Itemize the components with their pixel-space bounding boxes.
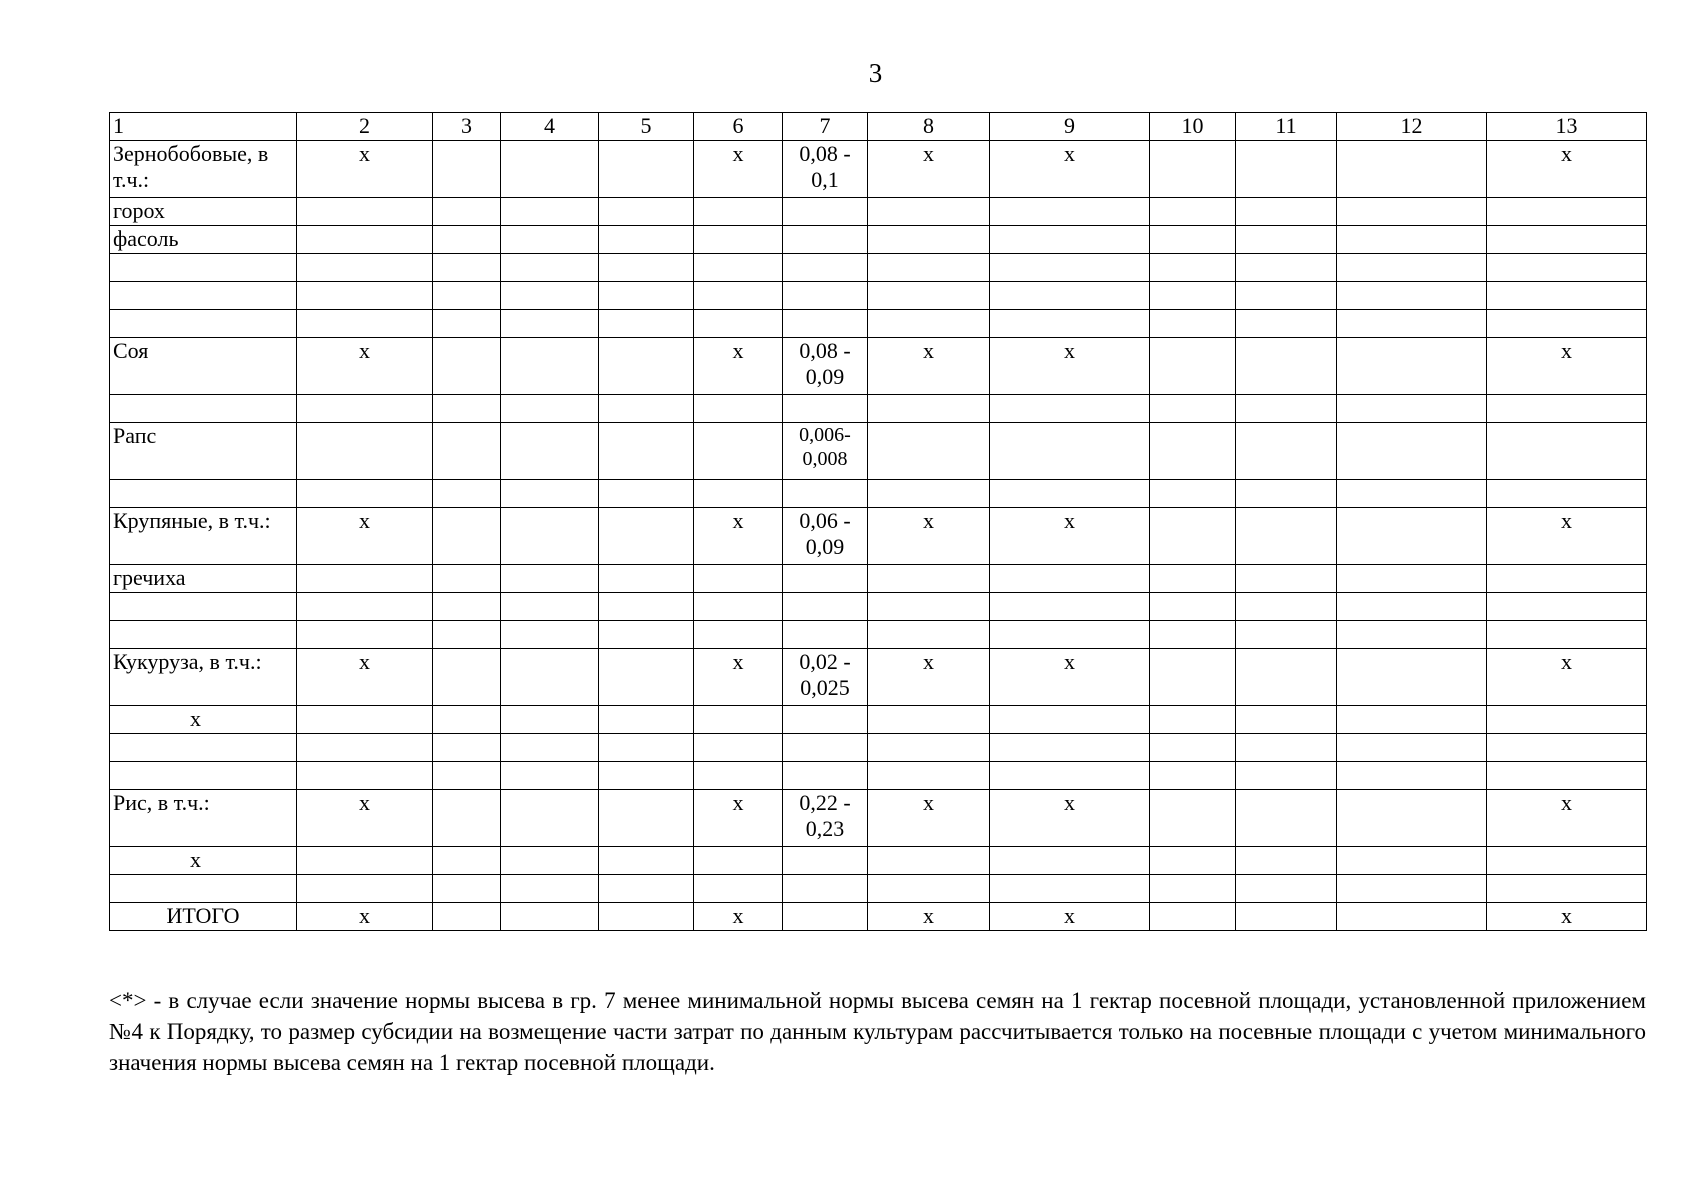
table-cell: х [868,649,990,706]
table-cell: х [990,790,1150,847]
table-row [110,226,1647,254]
page-number: 3 [868,58,883,88]
table-cell: х [990,338,1150,395]
header-cell: 11 [1236,113,1337,141]
header-cell: 5 [599,113,694,141]
table-cell [1236,141,1337,198]
header-cell: 10 [1150,113,1236,141]
table-row [110,395,1647,423]
table-cell: х [1487,508,1647,565]
total-label: ИТОГО [110,903,297,931]
table-cell: х [1487,338,1647,395]
seeding-rate-cell: 0,006-0,008 [783,423,868,480]
table-cell: х [297,141,433,198]
crop-name-cell: горох [110,198,297,226]
table-cell: х [990,649,1150,706]
table-cell: х [297,790,433,847]
table-row [110,141,1647,198]
table-row [110,706,1647,734]
table-cell [599,141,694,198]
table-cell: х [694,790,783,847]
table-row [110,282,1647,310]
table-row [110,565,1647,593]
header-cell: 4 [501,113,599,141]
table-cell: х [1487,141,1647,198]
table-row [110,423,1647,480]
table-cell: х [694,338,783,395]
table-cell: х [1487,649,1647,706]
table-cell: х [868,790,990,847]
table-cell: х [694,649,783,706]
footnote: <*> - в случае если значение нормы высева в гр. 7 менее минимальной нормы высева семян на 1 гектар посевной площади, установленной приложением №4 к Порядку, то размер субсидии на возмещение части затрат по данным культурам рассчитывается только на посевные площади с учетом минимального значения нормы высева семян на 1 гектар посевной площади. [109,988,1646,1075]
crop-name-cell: Зернобобовые, в т.ч.: [110,141,297,198]
table-cell: х [297,903,433,931]
table-row [110,621,1647,649]
header-cell: 1 [110,113,297,141]
table-cell: х [297,508,433,565]
table-cell: х [1487,903,1647,931]
table-cell: х [990,508,1150,565]
table-cell [433,141,501,198]
header-cell: 8 [868,113,990,141]
table-row [110,847,1647,875]
crop-name-cell: фасоль [110,226,297,254]
table-cell: х [694,141,783,198]
table-row [110,593,1647,621]
table-cell: х [868,338,990,395]
crop-name-cell: х [110,847,297,875]
table-row [110,338,1647,395]
header-cell: 13 [1487,113,1647,141]
table-row [110,762,1647,790]
header-cell: 2 [297,113,433,141]
total-row [110,903,1647,931]
table-cell [1150,141,1236,198]
table-cell: х [868,508,990,565]
table-row [110,649,1647,706]
header-cell: 6 [694,113,783,141]
table-row [110,790,1647,847]
header-cell: 7 [783,113,868,141]
table-cell: х [868,903,990,931]
seeding-rate-cell: 0,06 - 0,09 [783,508,868,565]
table-row [110,875,1647,903]
crop-name-cell: Рапс [110,423,297,480]
crop-name-cell: Крупяные, в т.ч.: [110,508,297,565]
table-cell [1337,141,1487,198]
table-cell: х [868,141,990,198]
table-header-row [110,113,1647,141]
table-cell: х [694,903,783,931]
crop-name-cell: Рис, в т.ч.: [110,790,297,847]
seeding-rate-cell: 0,02 - 0,025 [783,649,868,706]
crop-name-cell: Кукуруза, в т.ч.: [110,649,297,706]
seeding-rate-cell: 0,22 - 0,23 [783,790,868,847]
table-row [110,310,1647,338]
table-cell: х [694,508,783,565]
header-cell: 9 [990,113,1150,141]
table-cell: х [297,338,433,395]
table-cell: х [297,649,433,706]
table-cell: х [1487,790,1647,847]
crop-subsidy-table [109,112,1647,931]
table-cell: х [990,903,1150,931]
table-row [110,734,1647,762]
table-row [110,480,1647,508]
crop-name-cell: х [110,706,297,734]
table-cell: х [990,141,1150,198]
header-cell: 12 [1337,113,1487,141]
table-cell [501,141,599,198]
table-row [110,198,1647,226]
crop-name-cell: гречиха [110,565,297,593]
crop-name-cell: Соя [110,338,297,395]
table-row [110,254,1647,282]
seeding-rate-cell: 0,08 - 0,1 [783,141,868,198]
seeding-rate-cell: 0,08 - 0,09 [783,338,868,395]
header-cell: 3 [433,113,501,141]
table-row [110,508,1647,565]
